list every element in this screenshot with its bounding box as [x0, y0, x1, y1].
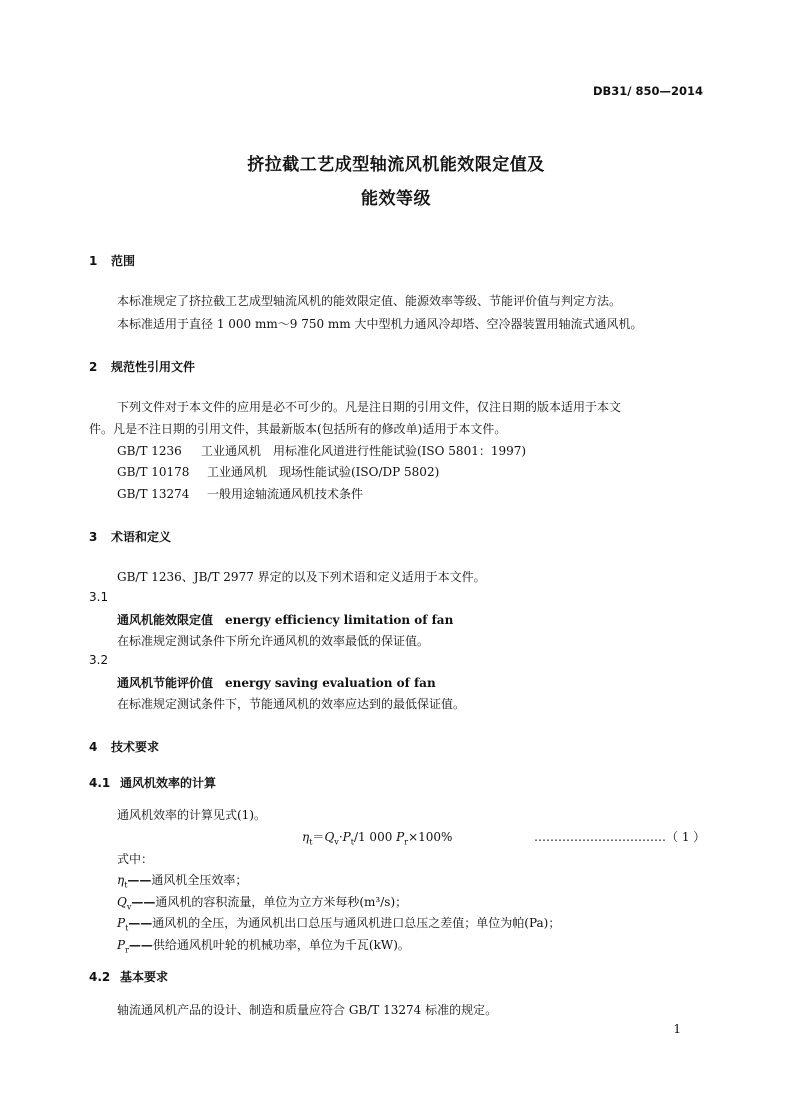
variable-description: 通风机的容积流量，单位为立方米每秒(m³/s)；	[155, 895, 408, 909]
section-title: 术语和定义	[111, 530, 172, 544]
scope-paragraph-2: 本标准适用于直径 1 000 mm～9 750 mm 大中型机力通风冷却塔、空冷器装置用轴流式通风机。	[117, 317, 643, 331]
document-title-line2: 能效等级	[361, 189, 431, 209]
term-definition: 在标准规定测试条件下，节能通风机的效率应达到的最低保证值。	[117, 697, 466, 711]
term-definition: 在标准规定测试条件下所允许通风机的效率最低的保证值。	[117, 634, 430, 648]
section-title: 规范性引用文件	[111, 360, 196, 374]
variable-symbol: Q	[117, 895, 127, 909]
subsection-4-2-heading	[89, 968, 168, 985]
section-title: 技术要求	[111, 740, 160, 754]
section-number: 4	[89, 740, 98, 754]
term-chinese: 通风机能效限定值	[117, 613, 214, 627]
term-english: energy efficiency limitation of fan	[225, 613, 454, 627]
section-number: 2	[89, 360, 98, 374]
variable-description: 通风机全压效率；	[151, 873, 248, 887]
section-3-heading	[89, 528, 171, 545]
reference-item	[117, 463, 439, 480]
reference-title: 工业通风机 现场性能试验(ISO/DP 5802)	[207, 465, 440, 479]
reference-item	[117, 442, 526, 459]
reference-code: GB/T 10178	[117, 465, 190, 479]
basic-requirements-paragraph: 轴流通风机产品的设计、制造和质量应符合 GB/T 13274 标准的规定。	[117, 1003, 498, 1017]
variable-symbol: η	[117, 873, 125, 887]
subsection-number: 4.1	[89, 776, 111, 790]
where-label: 式中：	[117, 852, 154, 866]
subsection-title: 通风机效率的计算	[120, 776, 217, 790]
subsection-title: 基本要求	[120, 970, 169, 984]
term-number: 3.2	[89, 653, 109, 667]
section-number: 1	[89, 254, 98, 268]
reference-title: 一般用途轴流通风机技术条件	[207, 487, 364, 501]
document-title-line1: 挤拉截工艺成型轴流风机能效限定值及	[247, 155, 545, 175]
variable-definition: $Q_v——$通风机的容积流量，单位为立方米每秒(m³/s)；	[117, 895, 408, 912]
formula-intro: 通风机效率的计算见式(1)。	[117, 808, 266, 822]
variable-symbol: P	[117, 938, 126, 952]
reference-code: GB/T 1236	[117, 444, 182, 458]
term-heading	[117, 611, 453, 628]
section-number: 3	[89, 530, 98, 544]
variable-definition: $\eta_t——$通风机全压效率；	[117, 873, 248, 890]
variable-description: 供给通风机叶轮的机械功率，单位为千瓦(kW)。	[152, 938, 410, 952]
variable-subscript: r	[125, 945, 129, 955]
variable-definition: $P_t——$通风机的全压，为通风机出口总压与通风机进口总压之差值；单位为帕(Pa)；	[117, 916, 561, 933]
normative-refs-paragraph-line1: 下列文件对于本文件的应用是必不可少的。凡是注日期的引用文件，仅注日期的版本适用于本文	[117, 400, 622, 414]
document-number: DB31/ 850—2014	[592, 84, 703, 98]
scope-paragraph-1: 本标准规定了挤拉截工艺成型轴流风机的能效限定值、能源效率等级、节能评价值与判定方法。	[117, 294, 622, 308]
section-title: 范围	[111, 254, 136, 268]
reference-title: 工业通风机 用标准化风道进行性能试验(ISO 5801：1997)	[201, 444, 527, 458]
variable-symbol: P	[117, 916, 126, 930]
variable-description: 通风机的全压，为通风机出口总压与通风机进口总压之差值；单位为帕(Pa)；	[152, 916, 561, 930]
section-4-heading	[89, 738, 159, 755]
term-number: 3.1	[89, 590, 109, 604]
variable-subscript: v	[126, 902, 132, 912]
variable-definition: $P_r——$供给通风机叶轮的机械功率，单位为千瓦(kW)。	[117, 938, 410, 955]
subsection-number: 4.2	[89, 970, 111, 984]
terms-intro: GB/T 1236、JB/T 2977 界定的以及下列术语和定义适用于本文件。	[117, 570, 486, 584]
term-chinese: 通风机节能评价值	[117, 676, 214, 690]
page-number: 1	[673, 1022, 681, 1036]
reference-item	[117, 485, 363, 502]
normative-refs-paragraph-line2: 件。凡是不注日期的引用文件，其最新版本(包括所有的修改单)适用于本文件。	[89, 422, 507, 436]
section-1-heading	[89, 252, 135, 269]
subsection-4-1-heading	[89, 774, 216, 791]
efficiency-formula: $\eta_t=Q_v\cdot P_t/1$ 000 $P_r\times 100\%$	[302, 830, 453, 847]
variable-subscript: t	[125, 923, 129, 933]
term-heading	[117, 674, 436, 691]
term-english: energy saving evaluation of fan	[225, 676, 436, 690]
formula-number: ……………………………（ 1 ）	[534, 830, 706, 844]
variable-subscript: t	[124, 880, 128, 890]
reference-code: GB/T 13274	[117, 487, 190, 501]
section-2-heading	[89, 358, 195, 375]
